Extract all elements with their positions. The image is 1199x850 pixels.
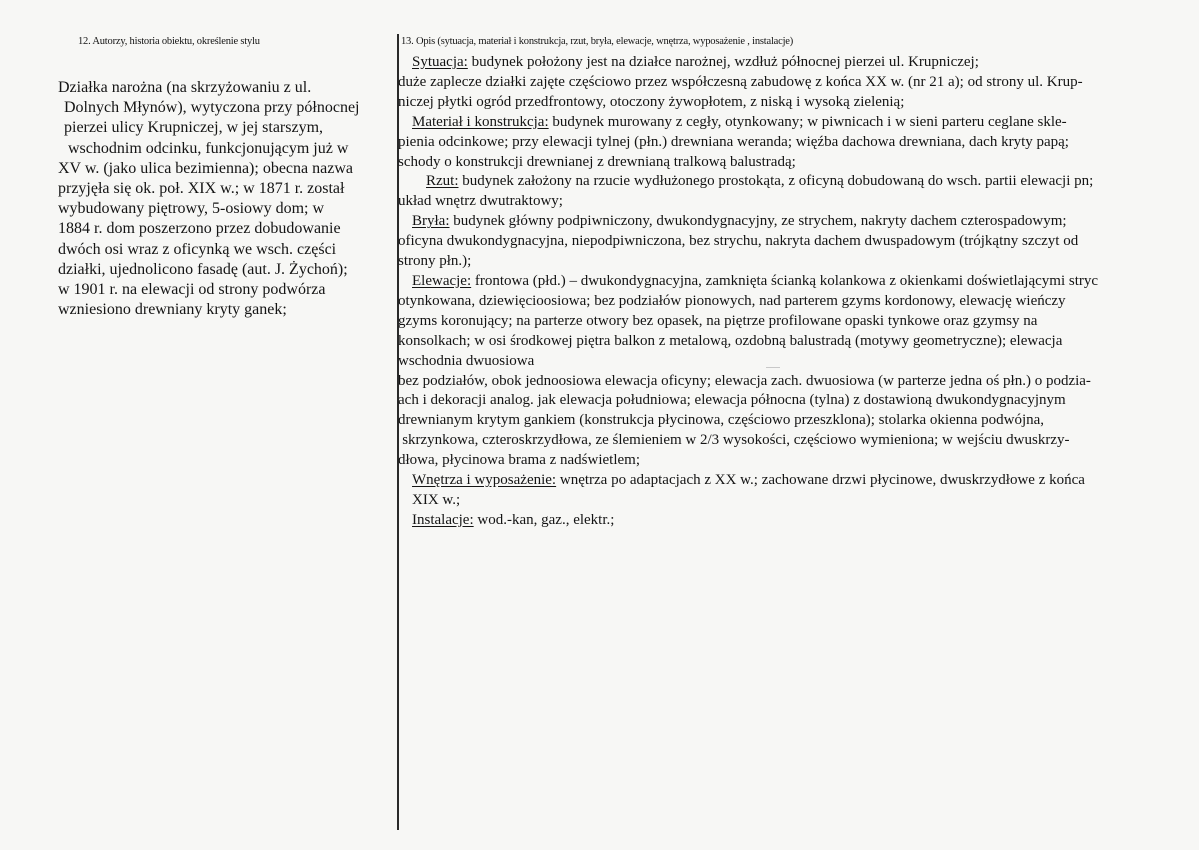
history-line: dwóch osi wraz z oficynką we wsch. części [58, 240, 337, 258]
description-line [398, 93, 1188, 113]
description-line [398, 232, 1188, 252]
section-label: Elewacje: [412, 272, 472, 289]
description-text-run: układ wnętrz dwutraktowy; [398, 193, 563, 210]
history-line: wybudowany piętrowy, 5-osiowy dom; w [58, 200, 325, 218]
description-text [398, 53, 1188, 531]
description-paragraph-start [398, 172, 1188, 192]
description-paragraph-start [398, 272, 1188, 292]
description-line [398, 133, 1188, 153]
history-line: działki, ujednolicono fasadę (aut. J. Żychoń); [58, 260, 348, 278]
description-line [398, 292, 1188, 312]
history-line: Dolnych Młynów), wytyczona przy północnej [64, 99, 360, 117]
description-text-run: budynek założony na rzucie wydłużonego prostokąta, z oficyną dobudowaną do wsch. partii elewacji pn; [458, 173, 1094, 190]
history-line: Działka narożna (na skrzyżowaniu z ul. [58, 79, 312, 96]
description-text-run: frontowa (płd.) – dwukondygnacyjna, zamknięta ścianką kolankowa z okienkami doświetlającymi stryc [471, 272, 1099, 289]
left-column [0, 0, 395, 850]
history-line: wzniesiono drewniany kryty ganek; [58, 301, 287, 319]
description-text-run: bez podziałów, obok jednoosiowa elewacja oficyny; elewacja zach. dwuosiowa (w parterze jedna oś płn.) o podzia- [398, 372, 1091, 389]
description-line [398, 332, 1188, 352]
history-line: wschodnim odcinku, funkcjonującym już w [68, 139, 349, 157]
history-line: pierzei ulicy Krupniczej, w jej starszym, [64, 119, 324, 137]
section-label: Instalacje: [412, 511, 474, 528]
description-line [398, 352, 1188, 372]
description-paragraph-start [398, 113, 1188, 133]
description-line [398, 372, 1188, 392]
scan-artifact [766, 367, 780, 368]
description-paragraph-start [398, 471, 1188, 491]
history-line: XV w. (jako ulica bezimienna); obecna nazwa [58, 159, 353, 177]
description-text-run: otynkowana, dziewięcioosiowa; bez podziałów pionowych, nad parterem gzyms kordonowy, elewację wieńczy [398, 292, 1066, 309]
description-text-run: wnętrza po adaptacjach z XX w.; zachowane drzwi płycinowe, dwuskrzydłowe z końca [556, 472, 1085, 489]
description-text-run: oficyna dwukondygnacyjna, niepodpiwniczona, bez strychu, nakryta dachem dwuspadowym (trójkątny szczyt od [398, 233, 1079, 250]
description-text-run: wschodnia dwuosiowa [398, 352, 535, 369]
description-text-run: ach i dekoracji analog. jak elewacja południowa; elewacja północna (tylna) z dostawioną dwukondygnacyjnym [398, 392, 1066, 409]
description-text-run: dłowa, płycinowa brama z nadświetlem; [398, 452, 641, 469]
description-text-run: budynek główny podpiwniczony, dwukondygnacyjny, ze strychem, nakryty dachem czterospadowym; [449, 213, 1067, 230]
description-paragraph-start [398, 53, 1188, 73]
description-line [398, 192, 1188, 212]
description-line [398, 312, 1188, 332]
description-paragraph-start [398, 212, 1188, 232]
description-line [398, 451, 1188, 471]
section-label: Materiał i konstrukcja: [412, 113, 549, 130]
history-line: przyjęła się ok. poł. XIX w.; w 1871 r. został [58, 180, 345, 198]
description-text-run: budynek murowany z cegły, otynkowany; w piwnicach i w sieni parteru ceglane skle- [548, 113, 1067, 130]
description-text-run: drewnianym krytym gankiem (konstrukcja płycinowa, częściowo przeszklona); stolarka okienna podwójna, [398, 412, 1045, 429]
description-text-run: wod.-kan, gaz., elektr.; [473, 511, 615, 528]
history-line: 1884 r. dom poszerzono przez dobudowanie [58, 220, 341, 238]
description-text-run: strony płn.); [398, 253, 472, 270]
description-line [398, 391, 1188, 411]
section-label: Sytuacja: [412, 54, 468, 70]
description-line [398, 252, 1188, 272]
description-text-run: budynek położony jest na działce narożnej, wzdłuż północnej pierzei ul. Krupniczej; [467, 54, 979, 70]
description-line [398, 431, 1188, 451]
description-text-run: gzyms koronujący; na parterze otwory bez opasek, na piętrze profilowane opaski tynkowe oraz gzymsy na [398, 312, 1038, 329]
section-12-heading: 12. Autorzy, historia obiektu, określenie stylu [78, 36, 260, 47]
description-text-run: XIX w.; [412, 491, 461, 508]
history-line: w 1901 r. na elewacji od strony podwórza [58, 281, 326, 299]
section-13-heading: 13. Opis (sytuacja, materiał i konstrukcja, rzut, bryła, elewacje, wnętrza, wyposażenie , instalacje) [401, 36, 794, 47]
history-text [58, 78, 378, 320]
section-label: Bryła: [412, 213, 450, 230]
description-text-run: schody o konstrukcji drewnianej z drewnianą tralkową balustradą; [398, 153, 796, 170]
section-label: Wnętrza i wyposażenie: [412, 472, 557, 489]
description-line [398, 73, 1188, 93]
description-line [398, 491, 1188, 511]
description-paragraph-start [398, 511, 1188, 531]
description-text-run: konsolkach; w osi środkowej piętra balkon z metalową, ozdobną balustradą (motywy geometryczne); elewacja [398, 332, 1063, 349]
description-text-run: pienia odcinkowe; przy elewacji tylnej (płn.) drewniana weranda; więźba dachowa drewniana, dach kryty papą; [398, 133, 1069, 150]
description-line [398, 411, 1188, 431]
description-text-run: duże zaplecze działki zajęte częściowo przez współczesną zabudowę z końca XX w. (nr 21 a); od strony ul. Krup- [398, 73, 1083, 90]
description-text-run: niczej płytki ogród przedfrontowy, otoczony żywopłotem, z niską i wysoką zielenią; [398, 93, 905, 110]
section-label: Rzut: [426, 173, 459, 190]
description-text-run: skrzynkowa, czteroskrzydłowa, ze ślemieniem w 2/3 wysokości, częściowo wymieniona; w wejściu dwuskrzy- [402, 432, 1070, 449]
description-line [398, 153, 1188, 173]
